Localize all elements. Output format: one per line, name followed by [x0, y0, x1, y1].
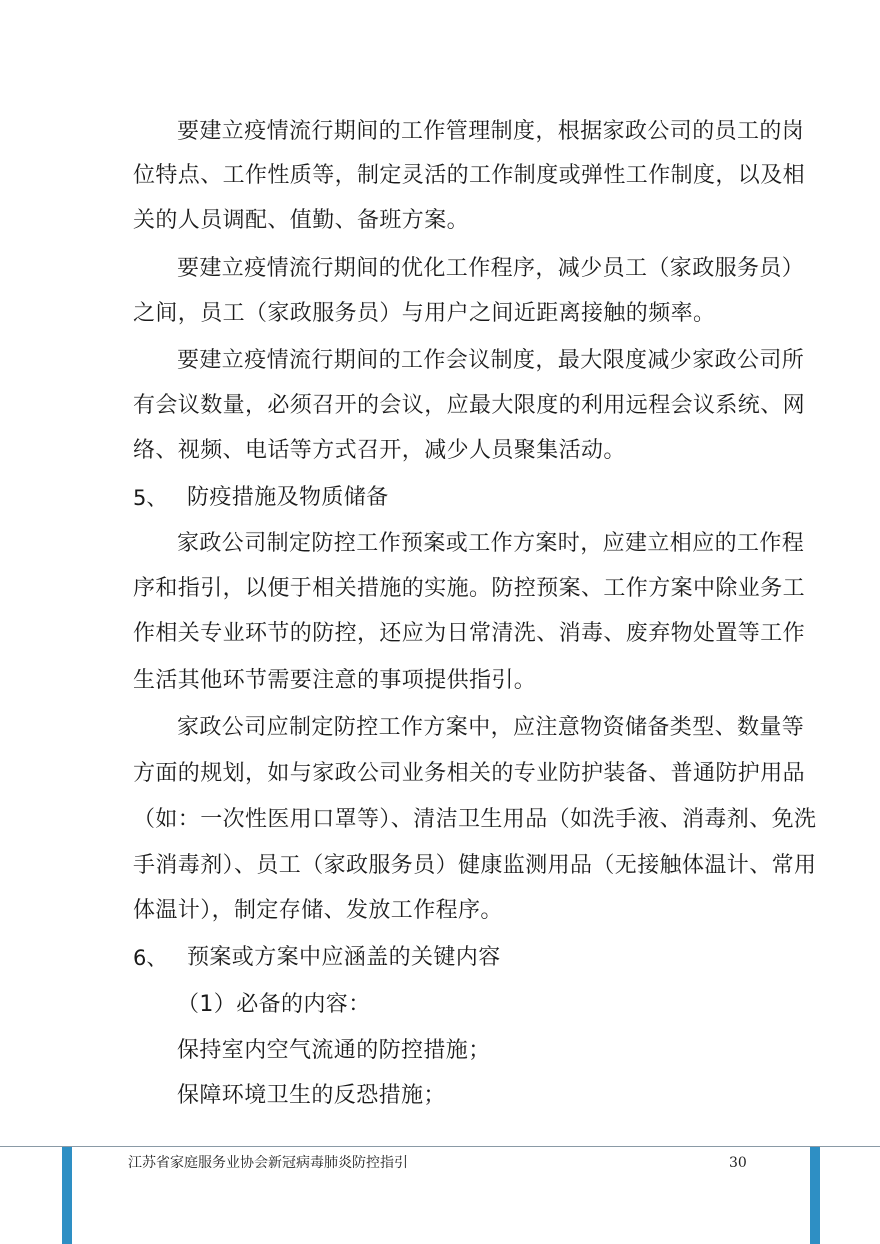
list-item: 保持室内空气流通的防控措施； — [177, 1038, 491, 1063]
paragraph-line: 家政公司制定防控工作预案或工作方案时，应建立相应的工作程 — [177, 531, 805, 556]
paragraph-line: 之间，员工（家政服务员）与用户之间近距离接触的频率。 — [133, 301, 716, 326]
paragraph-line: 方面的规划，如与家政公司业务相关的专业防护装备、普通防护用品 — [133, 761, 806, 786]
paragraph-line: 生活其他环节需要注意的事项提供指引。 — [133, 668, 537, 693]
paragraph-line: 络、视频、电话等方式召开，减少人员聚集活动。 — [133, 438, 626, 463]
paragraph-line: 位特点、工作性质等，制定灵活的工作制度或弹性工作制度，以及相 — [133, 163, 806, 188]
paragraph-line: 手消毒剂）、员工（家政服务员）健康监测用品（无接触体温计、常用 — [133, 853, 817, 878]
paragraph-line: 关的人员调配、值勤、备班方案。 — [133, 208, 470, 233]
paragraph-line: 要建立疫情流行期间的工作管理制度，根据家政公司的员工的岗 — [177, 119, 805, 144]
paragraph-line: 要建立疫情流行期间的优化工作程序，减少员工（家政服务员） — [177, 256, 805, 281]
footer-divider — [0, 1146, 880, 1147]
section-title: 防疫措施及物质储备 — [187, 485, 389, 510]
section-title: 预案或方案中应涵盖的关键内容 — [187, 945, 501, 970]
footer-title: 江苏省家庭服务业协会新冠病毒肺炎防控指引 — [128, 1155, 408, 1171]
list-item: 保障环境卫生的反恐措施； — [177, 1083, 446, 1108]
section-number: 5、 — [133, 486, 168, 510]
page-number: 30 — [729, 1155, 747, 1171]
paragraph-line: 要建立疫情流行期间的工作会议制度，最大限度减少家政公司所 — [177, 348, 805, 373]
paragraph-line: 序和指引，以便于相关措施的实施。防控预案、工作方案中除业务工 — [133, 576, 806, 601]
paragraph-line: 有会议数量，必须召开的会议，应最大限度的利用远程会议系统、网 — [133, 393, 806, 418]
section-number: 6、 — [133, 946, 168, 970]
subheading: （1）必备的内容： — [177, 992, 371, 1017]
paragraph-line: 家政公司应制定防控工作方案中，应注意物资储备类型、数量等 — [177, 715, 805, 740]
paragraph-line: （如：一次性医用口罩等）、清洁卫生用品（如洗手液、消毒剂、免洗 — [133, 807, 817, 832]
paragraph-line: 体温计），制定存储、发放工作程序。 — [133, 898, 503, 923]
footer-accent-bar-right — [810, 1147, 820, 1244]
paragraph-line: 作相关专业环节的防控，还应为日常清洗、消毒、废弃物处置等工作 — [133, 621, 806, 646]
footer-accent-bar-left — [62, 1147, 72, 1244]
